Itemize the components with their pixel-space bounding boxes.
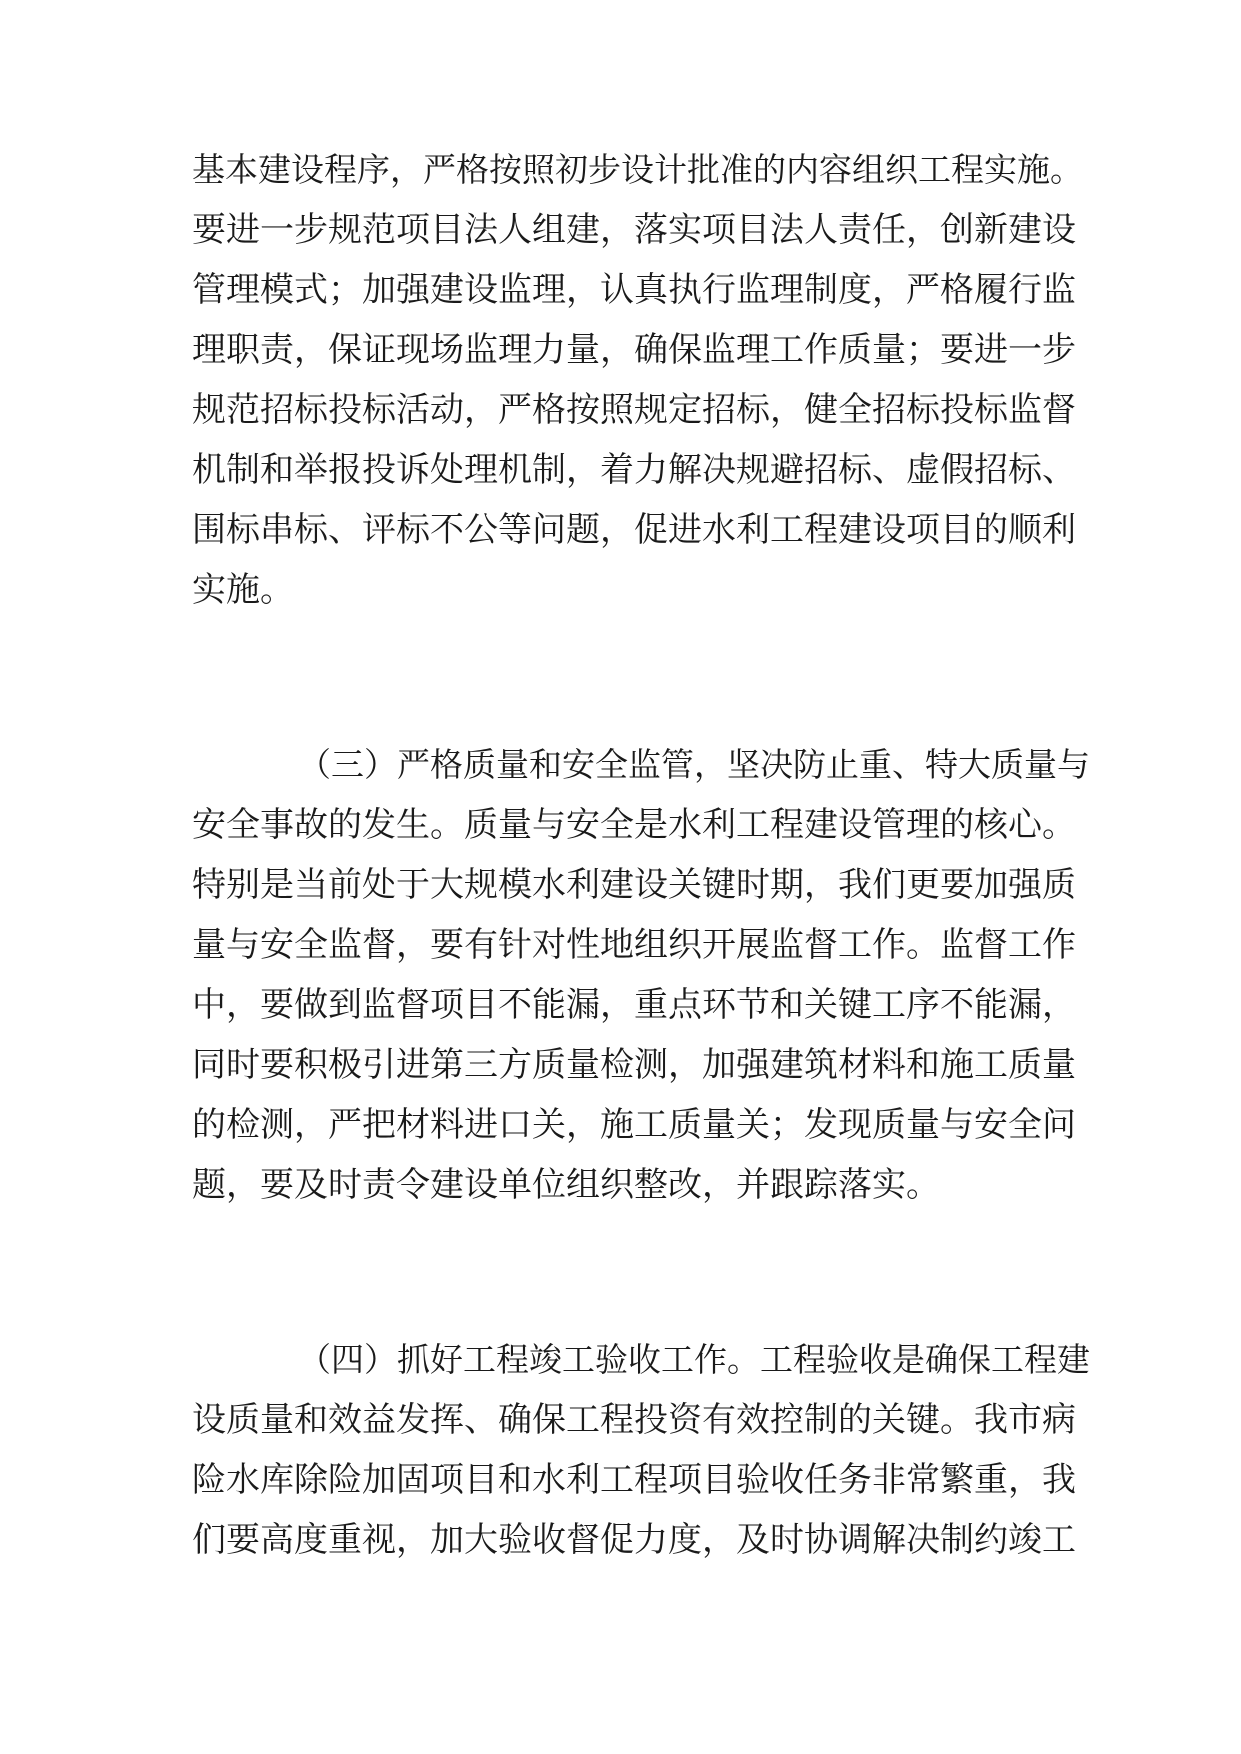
text-line: 设质量和效益发挥、确保工程投资有效控制的关键。我市病 <box>192 1400 1076 1440</box>
text-line: 实施。 <box>192 570 294 610</box>
text-line: 中，要做到监督项目不能漏，重点环节和关键工序不能漏， <box>192 985 1076 1025</box>
text-line: 险水库除险加固项目和水利工程项目验收任务非常繁重，我 <box>192 1460 1076 1500</box>
text-line: 要进一步规范项目法人组建，落实项目法人责任，创新建设 <box>192 210 1076 250</box>
section-heading-line: （三）严格质量和安全监管，坚决防止重、特大质量与 <box>298 745 1090 784</box>
text-line: 量与安全监督，要有针对性地组织开展监督工作。监督工作 <box>192 925 1076 965</box>
text-line: 的检测，严把材料进口关，施工质量关；发现质量与安全问 <box>192 1105 1076 1145</box>
text-line: 题，要及时责令建设单位组织整改，并跟踪落实。 <box>192 1165 940 1205</box>
text-line: 基本建设程序，严格按照初步设计批准的内容组织工程实施。 <box>192 150 1083 189</box>
text-line: 同时要积极引进第三方质量检测，加强建筑材料和施工质量 <box>192 1045 1076 1085</box>
text-line: 安全事故的发生。质量与安全是水利工程建设管理的核心。 <box>192 805 1076 845</box>
text-line: 规范招标投标活动，严格按照规定招标，健全招标投标监督 <box>192 390 1076 430</box>
text-line: 管理模式；加强建设监理，认真执行监理制度，严格履行监 <box>192 270 1076 310</box>
section-heading-line: （四）抓好工程竣工验收工作。工程验收是确保工程建 <box>298 1340 1090 1379</box>
text-line: 机制和举报投诉处理机制，着力解决规避招标、虚假招标、 <box>192 450 1076 490</box>
text-line: 围标串标、评标不公等问题，促进水利工程建设项目的顺利 <box>192 510 1076 550</box>
text-line: 们要高度重视，加大验收督促力度，及时协调解决制约竣工 <box>192 1520 1076 1560</box>
text-line: 特别是当前处于大规模水利建设关键时期，我们更要加强质 <box>192 865 1076 905</box>
text-line: 理职责，保证现场监理力量，确保监理工作质量；要进一步 <box>192 330 1076 370</box>
